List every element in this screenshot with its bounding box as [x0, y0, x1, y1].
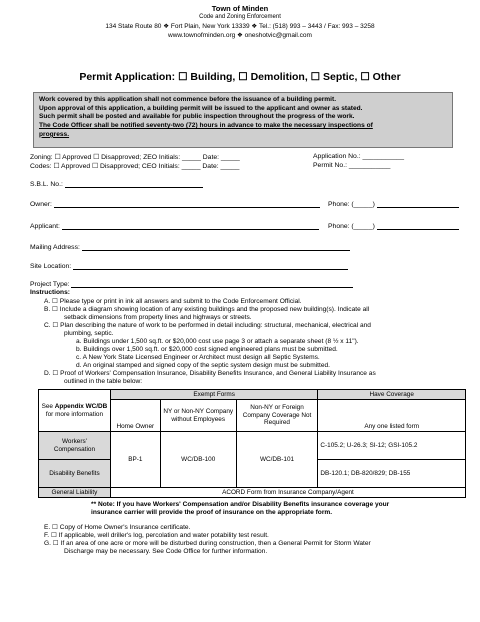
applicant-phone-field[interactable]	[328, 222, 459, 230]
instruction-c-c: c. A New York State Licensed Engineer or Architect must design all Septic Systems.	[76, 354, 320, 361]
site-location-input-line[interactable]	[73, 262, 348, 270]
project-type-input-line[interactable]	[71, 280, 353, 288]
office-address: 134 State Route 80 ❖ Fort Plain, New York 13339 ❖ Tel.: (518) 993 – 3443 / Fax: 993 – 3258	[105, 23, 375, 30]
db-forms-cell: DB-120.1; DB-820/829; DB-155	[318, 460, 466, 488]
owner-label: Owner:	[30, 201, 52, 208]
wc-forms-cell: C-105.2; U-26.3; SI-12; GSI-105.2	[318, 432, 466, 460]
sbl-label: S.B.L. No.:	[30, 181, 63, 188]
workers-comp-label: Workers' Compensation	[39, 432, 111, 460]
wcdb101-cell: WC/DB-101	[236, 432, 318, 488]
owner-phone-label: Phone: (_____)	[328, 201, 375, 208]
project-type-field[interactable]	[30, 280, 353, 288]
general-liability-label: General Liability	[39, 488, 111, 498]
zoning-approval-field[interactable]: Zoning: ☐ Approved ☐ Disapproved; ZEO Initials: _____ Date: _____	[30, 154, 240, 161]
office-web-email: www.townofminden.org ❖ oneshotvic@gmail.com	[168, 32, 312, 39]
wcdb100-cell: WC/DB-100	[160, 432, 236, 488]
instruction-b[interactable]: B. ☐ Include a diagram showing location of any existing buildings and the proposed new building(s). Indicate all	[44, 306, 370, 313]
instruction-c-cont: plumbing, septic.	[64, 330, 114, 337]
site-location-label: Site Location:	[30, 263, 72, 270]
applicant-input-line[interactable]	[62, 222, 319, 230]
applicant-phone-input-line[interactable]	[377, 222, 459, 230]
applicant-phone-label: Phone: (_____)	[328, 223, 375, 230]
notice-line-5: progress.	[39, 130, 70, 138]
site-location-field[interactable]	[30, 262, 348, 270]
instruction-d[interactable]: D. ☐ Proof of Workers' Compensation Insurance, Disability Benefits Insurance, and General Liability Insurance as	[44, 370, 376, 377]
permit-number-field[interactable]: Permit No.: ___________	[313, 162, 391, 169]
project-type-label: Project Type:	[30, 281, 70, 288]
town-name: Town of Minden	[211, 4, 269, 13]
instruction-g-cont: Discharge may be necessary. See Code Office for further information.	[64, 548, 268, 555]
notice-line-1: Work covered by this application shall not commence before the issuance of a building permit.	[39, 96, 337, 103]
sbl-input-line[interactable]	[65, 180, 203, 188]
applicant-field[interactable]	[30, 222, 319, 230]
instruction-g[interactable]: G. ☐ If an area of one acre or more will be disturbed during construction, then a General Permit for Storm Water	[44, 540, 371, 547]
any-form-header: Any one listed form	[318, 400, 466, 432]
sbl-number-field[interactable]	[30, 180, 203, 188]
mailing-address-label: Mailing Address:	[30, 244, 80, 251]
home-owner-header: Home Owner	[110, 400, 160, 432]
mailing-address-field[interactable]	[30, 243, 350, 251]
owner-field[interactable]	[30, 200, 320, 208]
acord-form-cell: ACORD Form from Insurance Company/Agent	[110, 488, 465, 498]
bp1-cell: BP-1	[110, 432, 160, 488]
insurance-coverage-table	[38, 389, 466, 498]
notice-line-3: Such permit shall be posted and available for public inspection throughout the progress of the work.	[39, 113, 355, 121]
instruction-c-b: b. Buildings over 1,500 sq.ft. or $20,000 cost signed engineered plans must be submitted.	[76, 346, 338, 353]
application-number-field[interactable]: Application No.: ___________	[313, 153, 405, 160]
notice-line-4: The Code Officer shall be notified seventy-two (72) hours in advance to make the necessary inspections of	[39, 122, 373, 130]
page-title: Permit Application: ☐ Building, ☐ Demolition, ☐ Septic, ☐ Other	[79, 71, 401, 83]
instruction-e[interactable]: E. ☐ Copy of Home Owner's Insurance certificate.	[44, 524, 191, 531]
instructions-heading: Instructions:	[30, 289, 70, 296]
owner-phone-input-line[interactable]	[377, 200, 459, 208]
have-coverage-header: Have Coverage	[318, 390, 466, 400]
insurance-note-line-1: ** Note: If you have Workers' Compensation and/or Disability Benefits insurance coverage your	[91, 501, 390, 508]
ny-company-header: NY or Non-NY Company without Employees	[160, 400, 236, 432]
insurance-note-line-2: insurance carrier will provide the proof of insurance on the appropriate form.	[91, 509, 333, 516]
appendix-reference-cell: See Appendix WC/DB for more information	[39, 390, 111, 432]
exempt-forms-header: Exempt Forms	[110, 390, 318, 400]
owner-input-line[interactable]	[54, 200, 320, 208]
department-name: Code and Zoning Enforcement	[199, 14, 281, 20]
notice-box	[33, 92, 453, 148]
foreign-company-header: Non-NY or Foreign Company Coverage Not Required	[236, 400, 318, 432]
owner-phone-field[interactable]	[328, 200, 459, 208]
instruction-b-cont: setback dimensions from property lines and highways or streets.	[64, 314, 252, 321]
instruction-c-d: d. An original stamped and signed copy of the septic system design must be submitted.	[76, 362, 331, 369]
instruction-c[interactable]: C. ☐ Plan describing the nature of work to be performed in detail including: structural, mechanical, electrical and	[44, 322, 371, 329]
instruction-c-a: a. Buildings under 1,500 sq.ft. or $20,000 cost use page 3 or attach a separate sheet (8 ½ x 11").	[76, 338, 359, 345]
disability-benefits-label: Disability Benefits	[39, 460, 111, 488]
codes-approval-field[interactable]: Codes: ☐ Approved ☐ Disapproved; CEO Initials: _____ Date: _____	[30, 163, 240, 170]
instruction-f[interactable]: F. ☐ If applicable, well driller's log, percolation and water potability test result.	[44, 532, 269, 539]
notice-line-2: Upon approval of this application, a building permit will be issued to the applicant and owner as stated.	[39, 104, 363, 112]
mailing-address-input-line[interactable]	[82, 243, 350, 251]
applicant-label: Applicant:	[30, 223, 60, 230]
instruction-a[interactable]: A. ☐ Please type or print in ink all answers and submit to the Code Enforcement Official.	[44, 298, 302, 305]
instruction-d-cont: outlined in the table below:	[64, 378, 143, 385]
